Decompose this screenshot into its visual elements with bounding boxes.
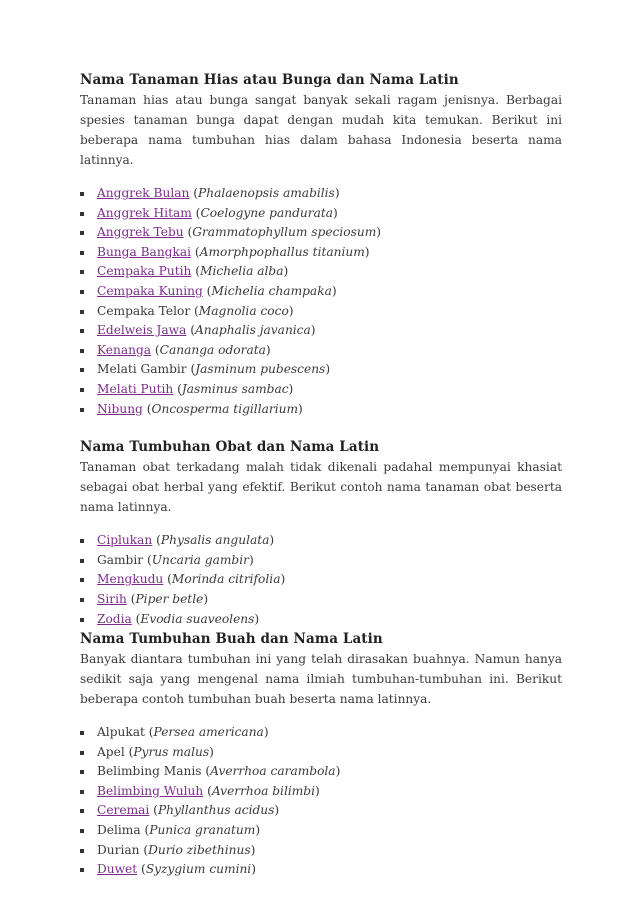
list-item: Apel (Pyrus malus) [80,743,562,763]
bullet-icon [80,790,84,794]
list-item: Belimbing Manis (Averrhoa carambola) [80,762,562,782]
list-item: Zodia (Evodia suaveolens) [80,610,562,630]
latin-name: Phyllanthus acidus [157,803,275,818]
list-item: Bunga Bangkai (Amorphpophallus titanium) [80,243,562,263]
plant-name: Melati Gambir [97,362,187,377]
latin-name: Durio zibethinus [148,842,251,857]
list-item: Cempaka Telor (Magnolia coco) [80,302,562,322]
latin-name: Persea americana [153,725,264,740]
list-item: Anggrek Bulan (Phalaenopsis amabilis) [80,184,562,204]
latin-name: Averrhoa carambola [210,764,336,779]
plant-name-link[interactable]: Cempaka Putih [97,264,192,279]
bullet-icon [80,751,84,755]
latin-name: Oncosperma tigillarium [151,401,298,416]
bullet-icon [80,251,84,255]
bullet-icon [80,310,84,314]
bullet-icon [80,231,84,235]
latin-name: Amorphpophallus titanium [199,244,365,259]
plant-name-link[interactable]: Ceremai [97,803,150,818]
latin-name: Syzygium cumini [145,862,252,877]
plant-name: Apel [97,744,125,759]
plant-name-link[interactable]: Kenanga [97,342,152,357]
plant-name-link[interactable]: Anggrek Bulan [97,186,190,200]
latin-name: Physalis angulata [160,533,270,548]
plant-name-link[interactable]: Cempaka Kuning [97,283,203,298]
plant-name: Alpukat [97,725,145,740]
plant-name-link[interactable]: Ciplukan [97,533,153,548]
bullet-icon [80,731,84,735]
plant-name-link[interactable]: Sirih [97,591,127,606]
list-item: Delima (Punica granatum) [80,821,562,841]
list-item: Durian (Durio zibethinus) [80,841,562,861]
latin-name: Pyrus malus [133,744,210,759]
section-heading-buah: Nama Tumbuhan Buah dan Nama Latin [80,631,383,648]
bullet-icon [80,408,84,412]
list-item: Cempaka Kuning (Michelia champaka) [80,282,562,302]
latin-name: Punica granatum [149,823,256,838]
latin-name: Phalaenopsis amabilis [198,186,335,200]
latin-name: Anaphalis javanica [194,323,311,338]
plant-name: Durian [97,842,140,857]
section-intro-obat: Tanaman obat terkadang malah tidak dikenali padahal mempunyai khasiat sebagai obat herbal yang efektif. Berikut contoh nama tanaman obat beserta nama latinnya. [80,460,562,515]
latin-name: Averrhoa bilimbi [211,783,316,798]
plant-name-link[interactable]: Anggrek Tebu [97,225,184,240]
section-intro-hias: Tanaman hias atau bunga sangat banyak sekali ragam jenisnya. Berbagai spesies tanaman bunga dapat dengan mudah kita temukan. Berikut ini beberapa nama tumbuhan hias dalam bahasa Indonesia beserta nama latinnya. [80,93,562,167]
plant-list-buah [80,723,562,880]
bullet-icon [80,849,84,853]
plant-name: Cempaka Telor [97,303,191,318]
plant-name-link[interactable]: Duwet [97,862,138,877]
section-heading-hias: Nama Tanaman Hias atau Bunga dan Nama Latin [80,72,459,88]
list-item: Cempaka Putih (Michelia alba) [80,262,562,282]
plant-name-link[interactable]: Zodia [97,611,132,626]
bullet-icon [80,349,84,353]
plant-name: Delima [97,823,141,838]
bullet-icon [80,829,84,833]
bullet-icon [80,290,84,294]
list-item: Alpukat (Persea americana) [80,723,562,743]
list-item: Kenanga (Cananga odorata) [80,341,562,361]
bullet-icon [80,212,84,216]
bullet-icon [80,618,84,622]
plant-name: Belimbing Manis [97,764,202,779]
latin-name: Grammatophyllum speciosum [192,225,377,240]
latin-name: Coelogyne pandurata [200,205,334,220]
latin-name: Jasminum pubescens [195,362,326,377]
list-item: Melati Gambir (Jasminum pubescens) [80,360,562,380]
latin-name: Uncaria gambir [151,552,249,567]
latin-name: Morinda citrifolia [171,572,281,587]
list-item: Anggrek Hitam (Coelogyne pandurata) [80,204,562,224]
bullet-icon [80,770,84,774]
list-item: Belimbing Wuluh (Averrhoa bilimbi) [80,782,562,802]
latin-name: Michelia alba [200,264,284,279]
list-item: Ciplukan (Physalis angulata) [80,531,562,551]
bullet-icon [80,270,84,274]
plant-name: Gambir [97,552,144,567]
latin-name: Jasminus sambac [181,381,289,396]
plant-name-link[interactable]: Melati Putih [97,381,174,396]
latin-name: Evodia suaveolens [140,611,255,626]
plant-name-link[interactable]: Bunga Bangkai [97,244,192,259]
list-item: Nibung (Oncosperma tigillarium) [80,400,562,420]
list-item: Duwet (Syzygium cumini) [80,860,562,880]
latin-name: Magnolia coco [198,303,289,318]
bullet-icon [80,329,84,333]
list-item: Anggrek Tebu (Grammatophyllum speciosum) [80,223,562,243]
bullet-icon [80,809,84,813]
latin-name: Cananga odorata [159,342,266,357]
list-item: Gambir (Uncaria gambir) [80,551,562,571]
latin-name: Michelia champaka [211,283,332,298]
bullet-icon [80,578,84,582]
list-item: Ceremai (Phyllanthus acidus) [80,801,562,821]
plant-name-link[interactable]: Anggrek Hitam [97,205,192,220]
plant-name-link[interactable]: Belimbing Wuluh [97,783,204,798]
bullet-icon [80,559,84,563]
plant-list-obat [80,531,562,629]
bullet-icon [80,192,84,196]
section-intro-buah: Banyak diantara tumbuhan ini yang telah dirasakan buahnya. Namun hanya sedikit saja yang mengenal nama ilmiah tumbuhan-tumbuhan ini. Berikut beberapa contoh tumbuhan buah beserta nama latinnya. [80,652,562,707]
plant-name-link[interactable]: Mengkudu [97,572,164,587]
list-item: Sirih (Piper betle) [80,590,562,610]
list-item: Melati Putih (Jasminus sambac) [80,380,562,400]
latin-name: Piper betle [135,591,204,606]
section-heading-obat: Nama Tumbuhan Obat dan Nama Latin [80,439,380,456]
plant-list-hias [80,184,562,419]
plant-name-link[interactable]: Edelweis Jawa [97,323,187,338]
bullet-icon [80,868,84,872]
bullet-icon [80,388,84,392]
list-item: Edelweis Jawa (Anaphalis javanica) [80,321,562,341]
bullet-icon [80,368,84,372]
document-page [80,70,562,880]
plant-name-link[interactable]: Nibung [97,401,143,416]
bullet-icon [80,539,84,543]
list-item: Mengkudu (Morinda citrifolia) [80,570,562,590]
bullet-icon [80,598,84,602]
